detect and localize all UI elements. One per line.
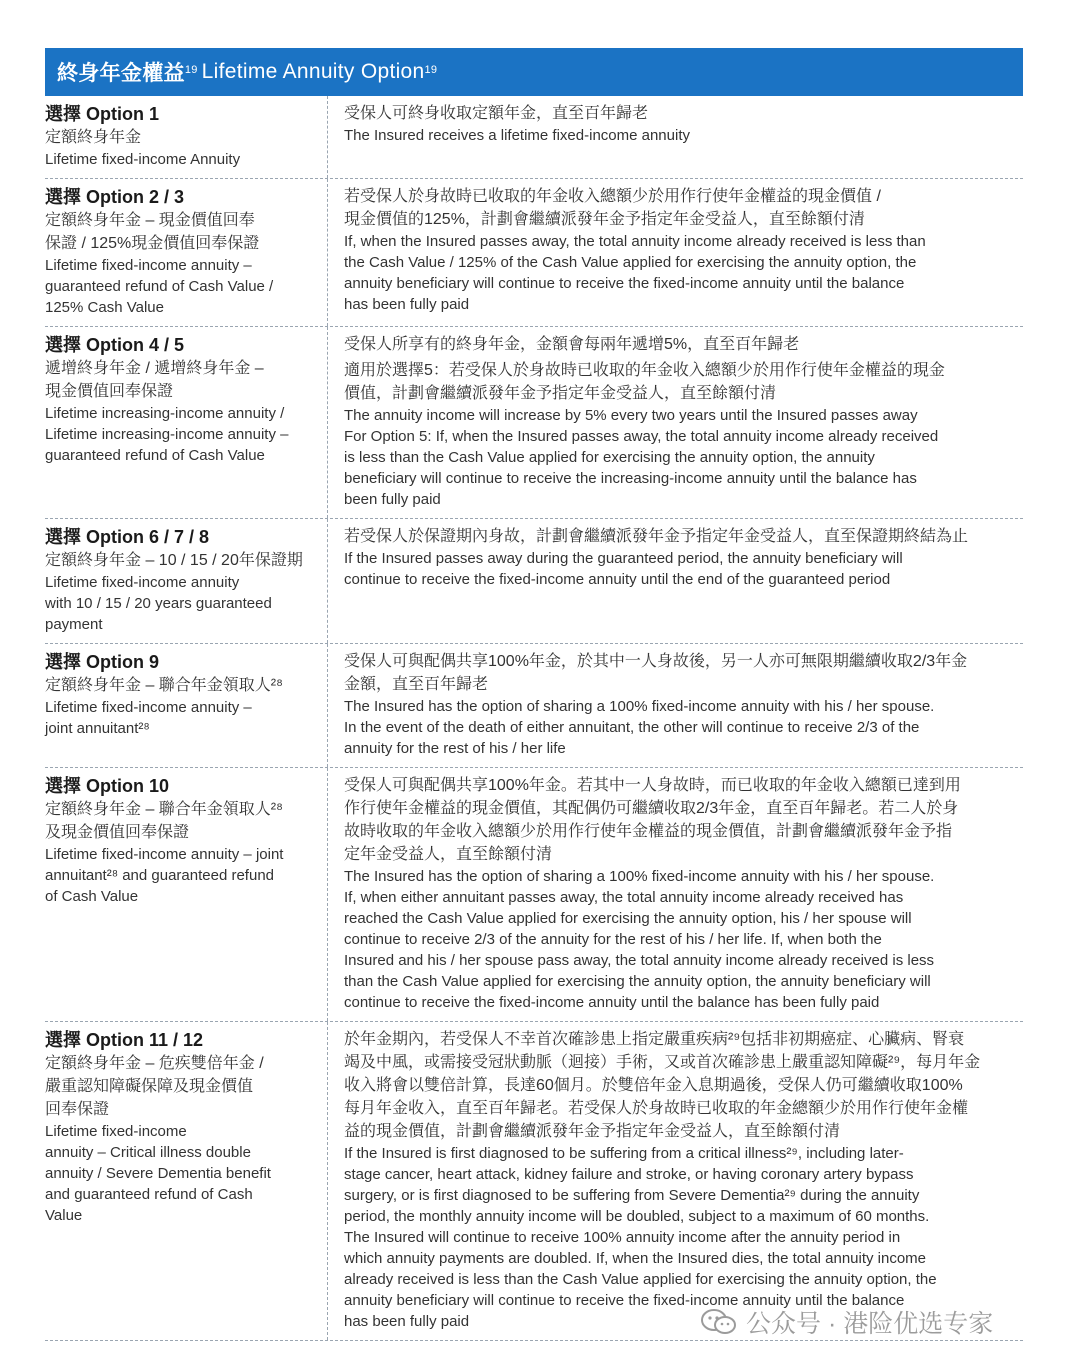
option-name-en: annuity – Critical illness double	[45, 1144, 251, 1161]
option-name-en: Lifetime increasing-income annuity /	[45, 405, 285, 422]
option-number: 選擇 Option 2 / 3	[45, 187, 185, 207]
description-zh: 若受保人於身故時已收取的年金收入總額少於用作行使年金權益的現金價值 /	[344, 188, 881, 205]
description-en: continue to receive the fixed-income annuity until the end of the guaranteed period	[344, 571, 891, 588]
option-name-en: Lifetime increasing-income annuity –	[45, 426, 289, 443]
description-zh: 受保人可與配偶共享100%年金。若其中一人身故時，而已收取的年金收入總額已達到用	[344, 777, 961, 794]
description-en: The Insured receives a lifetime fixed-income annuity	[344, 127, 690, 144]
option-name-en: and guaranteed refund of Cash	[45, 1186, 253, 1203]
option-name-zh: 保證 / 125%現金價值回奉保證	[45, 235, 260, 252]
option-description-cell	[328, 768, 1023, 1021]
description-zh: 於年金期內，若受保人不幸首次確診患上指定嚴重疾病²⁹包括非初期癌症、心臟病、腎衰	[344, 1031, 965, 1048]
option-name-zh: 嚴重認知障礙保障及現金價值	[45, 1078, 254, 1095]
description-zh: 作行使年金權益的現金價值，其配偶仍可繼續收取2/3年金，直至百年歸老。若二人於身	[344, 800, 959, 817]
option-number: 選擇 Option 9	[45, 652, 159, 672]
description-en: been fully paid	[344, 491, 441, 508]
description-en: annuity beneficiary will continue to receive the fixed-income annuity until the balance	[344, 275, 905, 292]
description-en: period, the monthly annuity income will be doubled, subject to a maximum of 60 months.	[344, 1208, 930, 1225]
option-label-cell	[45, 179, 328, 326]
table-row	[45, 96, 1023, 179]
description-zh: 益的現金價值，計劃會繼續派發年金予指定年金受益人，直至餘額付清	[344, 1123, 841, 1140]
option-number: 選擇 Option 11 / 12	[45, 1030, 204, 1050]
description-zh: 竭及中風，或需接受冠狀動脈（迴接）手術，又或首次確診患上嚴重認知障礙²⁹，每月年金	[344, 1054, 981, 1071]
table-row	[45, 327, 1023, 519]
option-number: 選擇 Option 1	[45, 104, 159, 124]
description-zh: 受保人可終身收取定額年金，直至百年歸老	[344, 105, 649, 122]
option-name-zh: 遞增終身年金 / 遞增終身年金 –	[45, 360, 264, 377]
option-name-en: Lifetime fixed-income annuity – joint	[45, 846, 284, 863]
description-zh: 價值，計劃會繼續派發年金予指定年金受益人，直至餘額付清	[344, 385, 777, 402]
header-footnote-2: 19	[424, 64, 438, 76]
description-zh: 故時收取的年金收入總額少於用作行使年金權益的現金價值，計劃會繼續派發年金予指	[344, 823, 953, 840]
option-name-zh: 定額終身年金 – 聯合年金領取人²⁸	[45, 677, 283, 694]
option-name-zh: 及現金價值回奉保證	[45, 824, 190, 841]
description-en: For Option 5: If, when the Insured passes away, the total annuity income already received	[344, 428, 939, 445]
option-description-cell	[328, 96, 1023, 178]
description-en: already received is less than the Cash Value applied for exercising the annuity option, the	[344, 1271, 937, 1288]
description-zh: 適用於選擇5：若受保人於身故時已收取的年金收入總額少於用作行使年金權益的現金	[344, 362, 945, 379]
option-name-en: Lifetime fixed-income annuity –	[45, 257, 252, 274]
option-name-zh: 定額終身年金 – 危疾雙倍年金 /	[45, 1055, 264, 1072]
description-en: Insured and his / her spouse pass away, the total annuity income already received is less	[344, 952, 935, 969]
option-number: 選擇 Option 6 / 7 / 8	[45, 527, 210, 547]
description-en: has been fully paid	[344, 1313, 470, 1330]
option-name-en: 125% Cash Value	[45, 299, 164, 316]
description-zh: 受保人可與配偶共享100%年金，於其中一人身故後，另一人亦可無限期繼續收取2/3年金	[344, 653, 968, 670]
description-zh: 現金價值的125%，計劃會繼續派發年金予指定年金受益人，直至餘額付清	[344, 211, 865, 228]
description-en: The Insured has the option of sharing a 100% fixed-income annuity with his / her spouse.	[344, 868, 935, 885]
option-name-en: guaranteed refund of Cash Value /	[45, 278, 274, 295]
option-name-zh: 定額終身年金	[45, 129, 142, 146]
option-label-cell	[45, 519, 328, 643]
description-zh: 每月年金收入，直至百年歸老。若受保人於身故時已收取的年金總額少於用作行使年金權	[344, 1100, 969, 1117]
option-label-cell	[45, 96, 328, 178]
option-name-en: annuity / Severe Dementia benefit	[45, 1165, 271, 1182]
description-en: If, when either annuitant passes away, the total annuity income already received has	[344, 889, 904, 906]
header-footnote-1: 19	[184, 64, 198, 76]
description-en: In the event of the death of either annuitant, the other will continue to receive 2/3 of the	[344, 719, 920, 736]
description-en: The Insured has the option of sharing a 100% fixed-income annuity with his / her spouse.	[344, 698, 935, 715]
description-zh: 金額，直至百年歸老	[344, 676, 489, 693]
description-en: The annuity income will increase by 5% every two years until the Insured passes away	[344, 407, 918, 424]
wechat-icon	[700, 1308, 738, 1336]
description-en: continue to receive 2/3 of the annuity for the rest of his / her life. If, when both the	[344, 931, 882, 948]
description-zh: 若受保人於保證期內身故，計劃會繼續派發年金予指定年金受益人，直至保證期終結為止	[344, 528, 969, 545]
description-en: the Cash Value / 125% of the Cash Value applied for exercising the annuity option, the	[344, 254, 917, 271]
description-en: continue to receive the fixed-income annuity until the balance has been fully paid	[344, 994, 880, 1011]
option-description-cell	[328, 519, 1023, 643]
description-en: beneficiary will continue to receive the increasing-income annuity until the balance has	[344, 470, 917, 487]
option-name-zh: 定額終身年金 – 聯合年金領取人²⁸	[45, 801, 283, 818]
option-label-cell	[45, 1022, 328, 1340]
option-name-en: Lifetime fixed-income	[45, 1123, 187, 1140]
description-en: which annuity payments are doubled. If, when the Insured dies, the total annuity income	[344, 1250, 927, 1267]
table-row	[45, 1022, 1023, 1341]
option-name-en: Lifetime fixed-income annuity –	[45, 699, 252, 716]
option-label-cell	[45, 327, 328, 518]
table-row	[45, 519, 1023, 644]
option-number: 選擇 Option 10	[45, 776, 170, 796]
option-name-en: guaranteed refund of Cash Value	[45, 447, 265, 464]
table-row	[45, 179, 1023, 327]
option-name-zh: 回奉保證	[45, 1101, 110, 1118]
description-en: is less than the Cash Value applied for exercising the annuity option, the annuity	[344, 449, 875, 466]
option-label-cell	[45, 644, 328, 767]
annuity-options-table	[45, 48, 1023, 1341]
table-row	[45, 768, 1023, 1022]
option-name-en: Lifetime fixed-income Annuity	[45, 151, 241, 168]
option-name-zh: 定額終身年金 – 現金價值回奉	[45, 212, 255, 229]
option-name-en: Value	[45, 1207, 83, 1224]
table-header	[45, 48, 1023, 96]
header-title-en: Lifetime Annuity Option	[201, 60, 425, 83]
option-description-cell	[328, 644, 1023, 767]
option-name-en: Lifetime fixed-income annuity	[45, 574, 240, 591]
description-zh: 受保人所享有的終身年金，金額會每兩年遞增5%，直至百年歸老	[344, 336, 800, 353]
option-description-cell	[328, 327, 1023, 518]
option-number: 選擇 Option 4 / 5	[45, 335, 185, 355]
header-title-zh: 終身年金權益	[57, 62, 185, 85]
option-name-en: annuitant²⁸ and guaranteed refund	[45, 867, 275, 884]
description-en: reached the Cash Value applied for exercising the annuity option, his / her spouse will	[344, 910, 912, 927]
description-zh: 定年金受益人，直至餘額付清	[344, 846, 553, 863]
option-name-en: with 10 / 15 / 20 years guaranteed	[45, 595, 272, 612]
option-name-en: joint annuitant²⁸	[45, 720, 150, 737]
description-zh: 收入將會以雙倍計算，長達60個月。於雙倍年金入息期過後，受保人仍可繼續收取100%	[344, 1077, 963, 1094]
description-en: If the Insured passes away during the guaranteed period, the annuity beneficiary will	[344, 550, 903, 567]
description-en: annuity beneficiary will continue to receive the fixed-income annuity until the balance	[344, 1292, 905, 1309]
table-row	[45, 644, 1023, 768]
watermark-text: 公众号 · 港险优选专家	[746, 1310, 994, 1338]
option-label-cell	[45, 768, 328, 1021]
option-description-cell	[328, 1022, 1023, 1340]
watermark	[700, 1302, 993, 1342]
option-name-zh: 現金價值回奉保證	[45, 383, 174, 400]
option-name-en: payment	[45, 616, 103, 633]
option-description-cell	[328, 179, 1023, 326]
description-en: has been fully paid	[344, 296, 470, 313]
description-en: If, when the Insured passes away, the total annuity income already received is less than	[344, 233, 926, 250]
description-en: annuity for the rest of his / her life	[344, 740, 566, 757]
option-name-zh: 定額終身年金 – 10 / 15 / 20年保證期	[45, 552, 303, 569]
description-en: surgery, or is first diagnosed to be suffering from Severe Dementia²⁹ during the annuity	[344, 1187, 920, 1204]
option-name-en: of Cash Value	[45, 888, 139, 905]
description-en: stage cancer, heart attack, kidney failure and stroke, or having coronary artery bypass	[344, 1166, 914, 1183]
description-en: than the Cash Value applied for exercising the annuity option, the annuity beneficiary will	[344, 973, 931, 990]
description-en: If the Insured is first diagnosed to be suffering from a critical illness²⁹, including later-	[344, 1145, 904, 1162]
table-body	[45, 96, 1023, 1341]
description-en: The Insured will continue to receive 100% annuity income after the annuity period in	[344, 1229, 901, 1246]
